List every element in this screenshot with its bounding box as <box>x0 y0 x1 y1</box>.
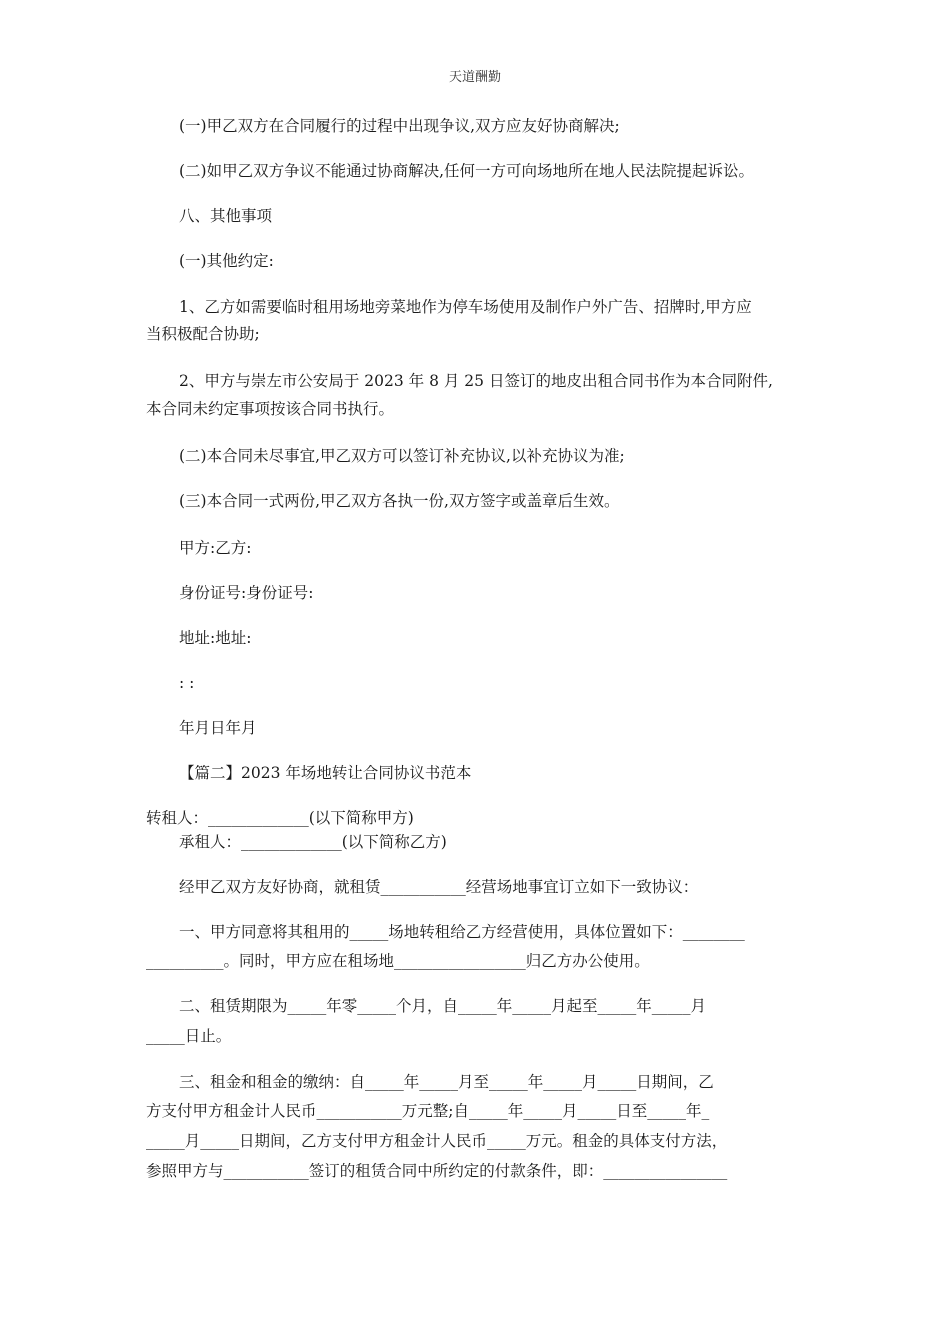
paragraph-line: 转租人：_____________(以下简称甲方) <box>146 809 414 827</box>
paragraph-line: (二)如甲乙双方争议不能通过协商解决,任何一方可向场地所在地人民法院提起诉讼。 <box>179 162 755 180</box>
paragraph-line: (三)本合同一式两份,甲乙双方各执一份,双方签字或盖章后生效。 <box>179 492 620 510</box>
paragraph-line: 承租人：_____________(以下简称乙方) <box>179 833 447 851</box>
paragraph-line: 1、乙方如需要临时租用场地旁菜地作为停车场使用及制作户外广告、招牌时,甲方应 <box>179 298 752 316</box>
section-heading: 八、其他事项 <box>179 207 273 225</box>
signature-line: : : <box>179 674 195 692</box>
paragraph-line: (二)本合同未尽事宜,甲乙双方可以签订补充协议,以补充协议为准; <box>179 447 625 465</box>
signature-line: 甲方:乙方: <box>179 539 252 557</box>
paragraph-line: (一)其他约定: <box>179 252 274 270</box>
paragraph-line: 方支付甲方租金计人民币___________万元整;自_____年_____月_____日至_____年_ <box>146 1102 710 1120</box>
paragraph-line: _____月_____日期间，乙方支付甲方租金计人民币_____万元。租金的具体支付方法， <box>146 1132 728 1150</box>
paragraph-line: 本合同未约定事项按该合同书执行。 <box>146 400 395 418</box>
paragraph-line: __________。同时，甲方应在租场地_________________归乙方办公使用。 <box>146 952 650 970</box>
signature-line: 地址:地址: <box>179 629 252 647</box>
paragraph-line: 二、租赁期限为_____年零_____个月，自_____年_____月起至_____年_____月 <box>179 997 707 1015</box>
paragraph-line: 当积极配合协助; <box>146 325 260 343</box>
signature-line: 身份证号:身份证号: <box>179 584 314 602</box>
paragraph-line: 参照甲方与___________签订的租赁合同中所约定的付款条件，即：________________ <box>146 1162 728 1180</box>
section-title: 【篇二】2023 年场地转让合同协议书范本 <box>179 764 472 782</box>
paragraph-line: 一、甲方同意将其租用的_____场地转租给乙方经营使用，具体位置如下：________ <box>179 923 745 941</box>
paragraph-line: (一)甲乙双方在合同履行的过程中出现争议,双方应友好协商解决; <box>179 117 620 135</box>
signature-line: 年月日年月 <box>179 719 257 737</box>
page-header: 天道酬勤 <box>448 70 501 85</box>
paragraph-line: 2、甲方与崇左市公安局于 2023 年 8 月 25 日签订的地皮出租合同书作为本合同附件, <box>179 372 773 390</box>
paragraph-line: _____日止。 <box>146 1027 232 1045</box>
paragraph-line: 三、租金和租金的缴纳：自_____年_____月至_____年_____月_____日期间，乙 <box>179 1073 714 1091</box>
paragraph-line: 经甲乙双方友好协商，就租赁___________经营场地事宜订立如下一致协议： <box>179 878 699 896</box>
